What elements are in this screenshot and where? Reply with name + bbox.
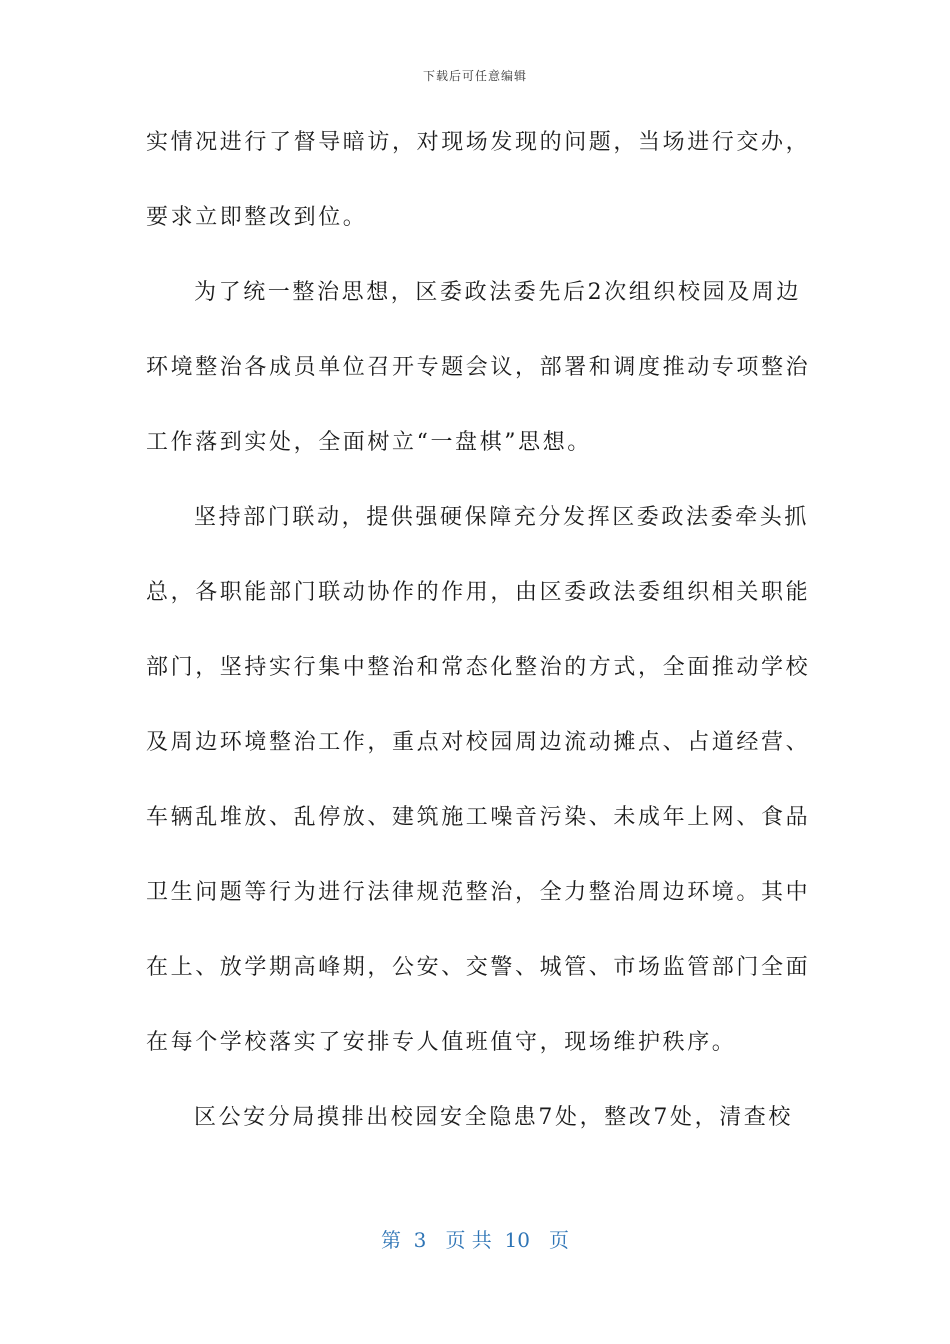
body-line: 要求立即整改到位。 <box>146 205 368 230</box>
body-line: 卫生问题等行为进行法律规范整治，全力整治周边环境。其中 <box>146 880 811 905</box>
paragraph-first-line: 为了统一整治思想，区委政法委先后2次组织校园及周边 <box>194 280 801 305</box>
body-line: 总，各职能部门联动协作的作用，由区委政法委组织相关职能 <box>146 580 811 605</box>
body-line: 环境整治各成员单位召开专题会议，部署和调度推动专项整治 <box>146 355 811 380</box>
header-note: 下载后可任意编辑 <box>422 69 527 83</box>
paragraph-first-line: 坚持部门联动，提供强硬保障充分发挥区委政法委牵头抓 <box>194 505 810 530</box>
page-number: 第 3 页 共 10 页 <box>380 1228 570 1252</box>
body-line: 在上、放学期高峰期，公安、交警、城管、市场监管部门全面 <box>146 955 811 980</box>
body-line: 在每个学校落实了安排专人值班值守，现场维护秩序。 <box>146 1030 737 1055</box>
document-body <box>146 118 811 1168</box>
body-line: 及周边环境整治工作，重点对校园周边流动摊点、占道经营、 <box>146 730 811 755</box>
body-line: 部门，坚持实行集中整治和常态化整治的方式，全面推动学校 <box>146 655 811 680</box>
paragraph-first-line: 区公安分局摸排出校园安全隐患7处，整改7处，清查校 <box>194 1105 793 1130</box>
body-line: 实情况进行了督导暗访，对现场发现的问题，当场进行交办， <box>146 130 811 155</box>
body-line: 车辆乱堆放、乱停放、建筑施工噪音污染、未成年上网、食品 <box>146 805 811 830</box>
body-line: 工作落到实处，全面树立“一盘棋”思想。 <box>146 430 592 455</box>
